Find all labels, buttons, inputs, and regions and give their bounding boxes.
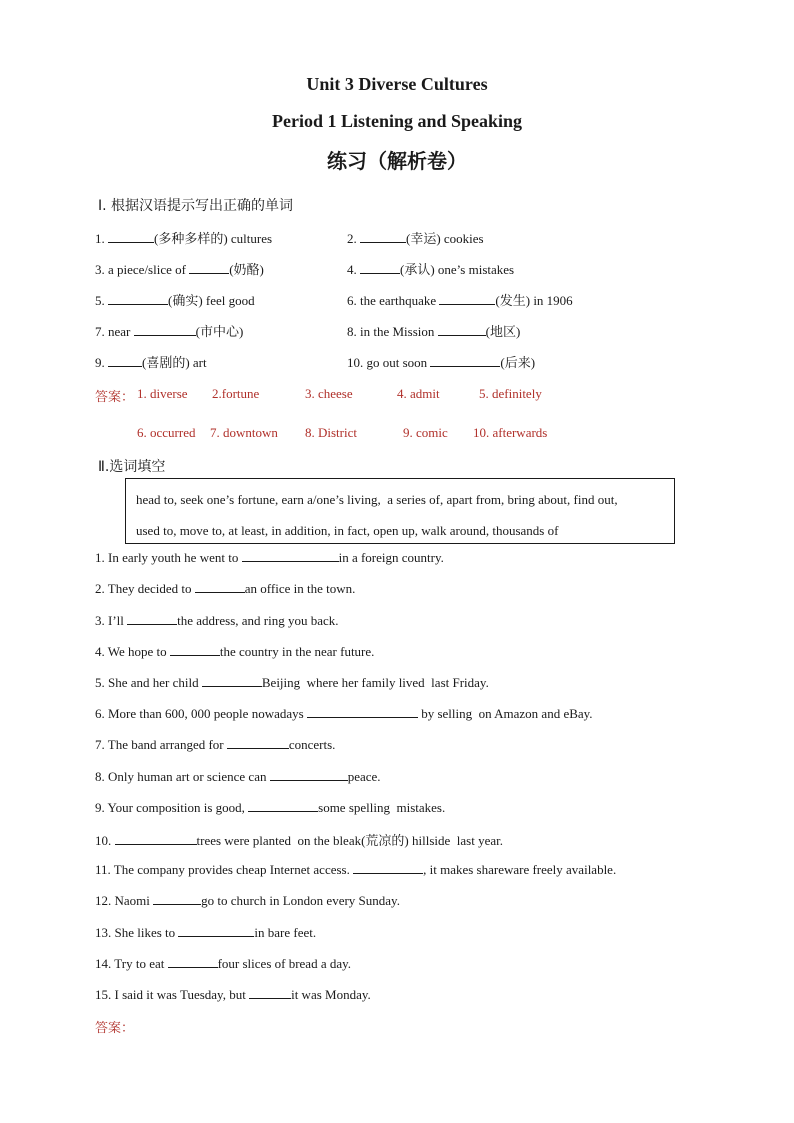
answer-1: 1. diverse xyxy=(137,386,188,401)
question-11: 11. The company provides cheap Internet access. , it makes shareware freely available. xyxy=(95,862,617,877)
answer-2: 2.fortune xyxy=(212,386,260,401)
answer-blank[interactable] xyxy=(438,323,486,336)
answer-10: 10. afterwards xyxy=(473,425,548,440)
question-9: 9. Your composition is good, some spelling mistakes. xyxy=(95,800,446,815)
answer-blank[interactable] xyxy=(227,736,289,749)
answer-blank[interactable] xyxy=(202,674,262,687)
question-6: 6. More than 600, 000 people nowadays by selling on Amazon and eBay. xyxy=(95,706,593,721)
answer-label: 答案： xyxy=(95,390,135,405)
answer-blank[interactable] xyxy=(307,705,418,718)
answer-5: 5. definitely xyxy=(479,386,542,401)
answer-blank[interactable] xyxy=(170,643,220,656)
answer-blank[interactable] xyxy=(439,292,495,305)
section-1-title: Ⅰ. 根据汉语提示写出正确的单词 xyxy=(98,198,294,214)
unit-title: Unit 3 Diverse Cultures xyxy=(306,74,488,94)
answer-blank[interactable] xyxy=(115,832,197,845)
word-bank-box xyxy=(125,478,675,544)
answer-9: 9. comic xyxy=(403,425,448,440)
answer-blank[interactable] xyxy=(430,354,500,367)
question-15: 15. I said it was Tuesday, but it was Monday. xyxy=(95,987,371,1002)
answer-blank[interactable] xyxy=(360,261,400,274)
subtitle: 练习（解析卷） xyxy=(327,149,467,173)
question-14: 14. Try to eat four slices of bread a day. xyxy=(95,956,352,971)
answer-blank[interactable] xyxy=(249,986,291,999)
vocab-item-8: 8. in the Mission (地区) xyxy=(347,324,521,339)
answer-blank[interactable] xyxy=(189,261,229,274)
vocab-item-10: 10. go out soon (后来) xyxy=(347,355,536,370)
answer-blank[interactable] xyxy=(168,955,218,968)
answer-label-2: 答案： xyxy=(95,1021,135,1036)
answer-4: 4. admit xyxy=(397,386,440,401)
vocab-item-6: 6. the earthquake (发生) in 1906 xyxy=(347,293,573,308)
answer-blank[interactable] xyxy=(127,612,177,625)
question-5: 5. She and her child Beijing where her family lived last Friday. xyxy=(95,675,489,690)
section-2-title: Ⅱ.选词填空 xyxy=(98,459,166,475)
answer-blank[interactable] xyxy=(178,924,254,937)
answer-blank[interactable] xyxy=(242,549,339,562)
vocab-item-2: 2. (幸运) cookies xyxy=(347,231,484,246)
answer-blank[interactable] xyxy=(195,580,245,593)
answer-3: 3. cheese xyxy=(305,386,353,401)
word-bank-line-1: head to, seek one’s fortune, earn a/one’s living, a series of, apart from, bring about, find out, xyxy=(136,492,618,507)
vocab-item-4: 4. (承认) one’s mistakes xyxy=(347,262,515,277)
question-4: 4. We hope to the country in the near future. xyxy=(95,644,375,659)
answer-blank[interactable] xyxy=(153,892,201,905)
period-title: Period 1 Listening and Speaking xyxy=(271,111,523,131)
answer-blank[interactable] xyxy=(108,354,142,367)
answer-blank[interactable] xyxy=(108,292,168,305)
vocab-item-3: 3. a piece/slice of (奶酪) xyxy=(95,262,264,277)
vocab-item-5: 5. (确实) feel good xyxy=(95,293,255,308)
answer-6: 6. occurred xyxy=(137,425,196,440)
answer-blank[interactable] xyxy=(353,861,423,874)
question-10: 10. trees were planted on the bleak(荒凉的) hillside last year. xyxy=(95,833,503,848)
answer-blank[interactable] xyxy=(270,768,348,781)
question-7: 7. The band arranged for concerts. xyxy=(95,737,336,752)
question-3: 3. I’ll the address, and ring you back. xyxy=(95,613,339,628)
answer-blank[interactable] xyxy=(134,323,196,336)
answer-blank[interactable] xyxy=(360,230,406,243)
question-13: 13. She likes to in bare feet. xyxy=(95,925,317,940)
vocab-item-7: 7. near (市中心) xyxy=(95,324,244,339)
word-bank-line-2: used to, move to, at least, in addition, in fact, open up, walk around, thousands of xyxy=(136,523,559,538)
answer-8: 8. District xyxy=(305,425,357,440)
question-8: 8. Only human art or science can peace. xyxy=(95,769,381,784)
vocab-item-9: 9. (喜剧的) art xyxy=(95,355,207,370)
answer-blank[interactable] xyxy=(108,230,154,243)
question-2: 2. They decided to an office in the town. xyxy=(95,581,356,596)
answer-7: 7. downtown xyxy=(210,425,278,440)
question-1: 1. In early youth he went to in a foreign country. xyxy=(95,550,444,565)
question-12: 12. Naomi go to church in London every Sunday. xyxy=(95,893,400,908)
answer-blank[interactable] xyxy=(248,799,318,812)
vocab-item-1: 1. (多种多样的) cultures xyxy=(95,231,273,246)
